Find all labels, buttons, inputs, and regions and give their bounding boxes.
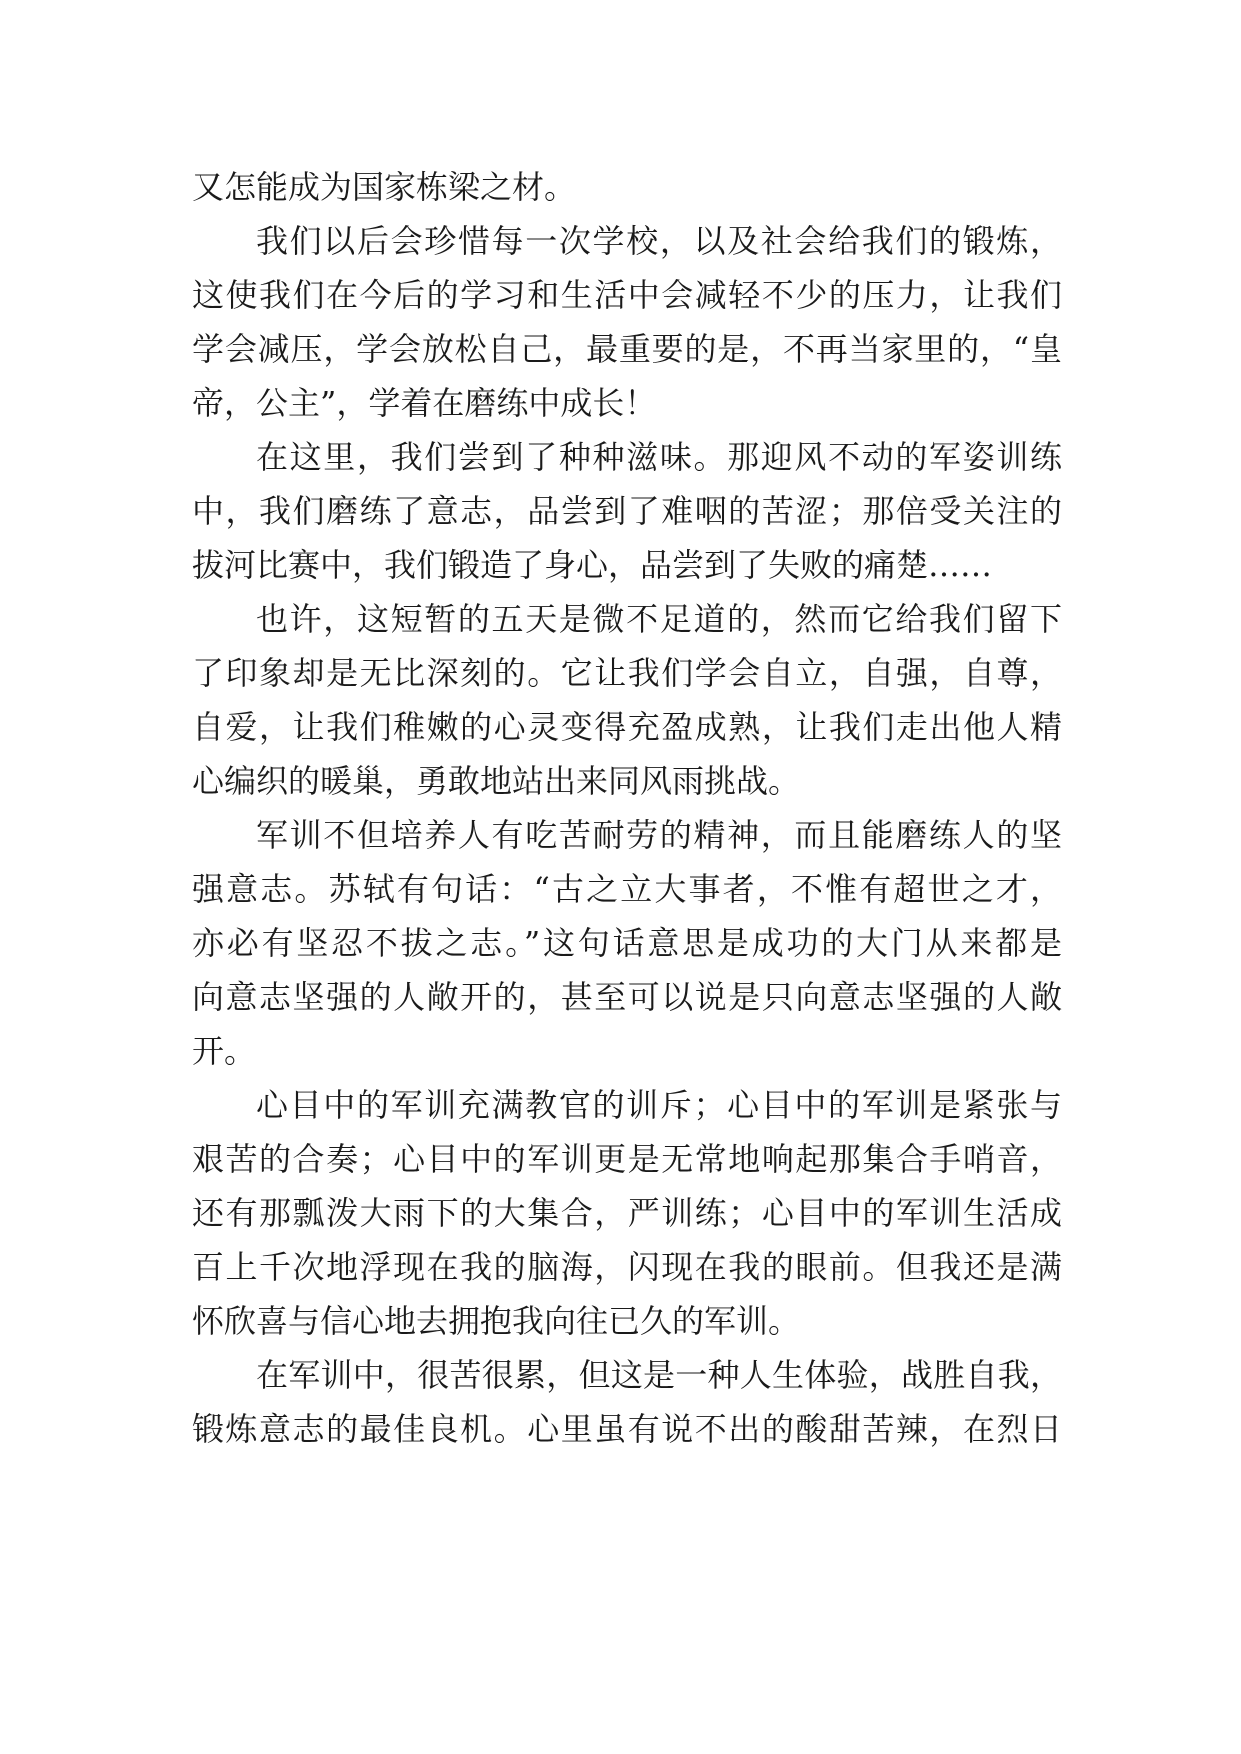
text-line: 艰苦的合奏；心目中的军训更是无常地响起那集合手哨音， <box>192 1140 1062 1178</box>
text-line: 帝，公主”，学着在磨练中成长！ <box>192 384 657 422</box>
paragraph-first-line: 在军训中，很苦很累，但这是一种人生体验，战胜自我， <box>256 1356 1062 1394</box>
text-line: 强意志。苏轼有句话：“古之立大事者，不惟有超世之才， <box>192 870 1062 908</box>
text-line: 这使我们在今后的学习和生活中会减轻不少的压力，让我们 <box>192 276 1062 314</box>
text-line: 又怎能成为国家栋梁之材。 <box>192 168 577 206</box>
text-line: 了印象却是无比深刻的。它让我们学会自立，自强，自尊， <box>192 654 1062 692</box>
paragraph-first-line: 我们以后会珍惜每一次学校，以及社会给我们的锻炼， <box>256 222 1062 260</box>
text-line: 心编织的暖巢，勇敢地站出来同风雨挑战。 <box>192 762 801 800</box>
text-line: 学会减压，学会放松自己，最重要的是，不再当家里的，“皇 <box>192 330 1062 368</box>
text-line: 向意志坚强的人敞开的，甚至可以说是只向意志坚强的人敞 <box>192 978 1062 1016</box>
text-line: 怀欣喜与信心地去拥抱我向往已久的军训。 <box>192 1302 801 1340</box>
text-line: 中，我们磨练了意志，品尝到了难咽的苦涩；那倍受关注的 <box>192 492 1062 530</box>
text-line: 还有那瓢泼大雨下的大集合，严训练；心目中的军训生活成 <box>192 1194 1062 1232</box>
paragraph-first-line: 在这里，我们尝到了种种滋味。那迎风不动的军姿训练 <box>256 438 1062 476</box>
text-line: 锻炼意志的最佳良机。心里虽有说不出的酸甜苦辣，在烈日 <box>192 1410 1062 1448</box>
body-text <box>192 160 1062 1456</box>
text-line: 开。 <box>192 1032 257 1070</box>
text-line: 拔河比赛中，我们锻造了身心，品尝到了失败的痛楚…… <box>192 546 993 584</box>
text-line: 百上千次地浮现在我的脑海，闪现在我的眼前。但我还是满 <box>192 1248 1062 1286</box>
paragraph-first-line: 军训不但培养人有吃苦耐劳的精神，而且能磨练人的坚 <box>256 816 1062 854</box>
text-line: 自爱，让我们稚嫩的心灵变得充盈成熟，让我们走出他人精 <box>192 708 1062 746</box>
paragraph-first-line: 也许，这短暂的五天是微不足道的，然而它给我们留下 <box>256 600 1062 638</box>
paragraph-first-line: 心目中的军训充满教官的训斥；心目中的军训是紧张与 <box>256 1086 1062 1124</box>
text-line: 亦必有坚忍不拔之志。”这句话意思是成功的大门从来都是 <box>192 924 1062 962</box>
